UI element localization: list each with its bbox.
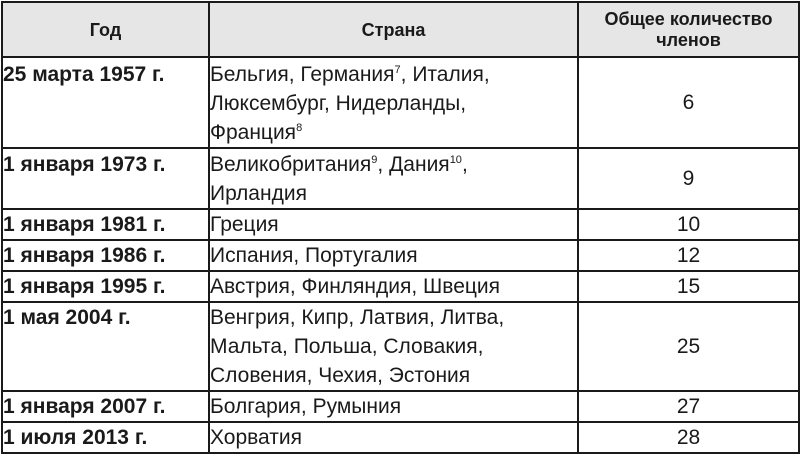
header-country: Страна xyxy=(209,2,578,57)
cell-countries xyxy=(209,240,578,271)
cell-year: 1 января 1995 г. xyxy=(2,271,209,302)
header-year: Год xyxy=(2,2,209,57)
country-text: Великобритания xyxy=(210,153,372,176)
table-row xyxy=(2,57,799,148)
table-row xyxy=(2,209,799,240)
cell-member-count: 27 xyxy=(578,391,799,422)
cell-year: 25 марта 1957 г. xyxy=(2,57,209,148)
cell-member-count: 25 xyxy=(578,302,799,391)
country-text: Австрия, Финляндия, Швеция xyxy=(210,275,501,298)
cell-member-count: 15 xyxy=(578,271,799,302)
country-text: Болгария, Румыния xyxy=(210,395,402,418)
cell-countries xyxy=(209,148,578,209)
country-text: Ирландия xyxy=(210,182,307,205)
cell-countries xyxy=(209,422,578,453)
cell-year: 1 января 1973 г. xyxy=(2,148,209,209)
footnote-marker: 9 xyxy=(371,154,378,166)
cell-member-count: 10 xyxy=(578,209,799,240)
table-body xyxy=(2,57,799,453)
country-text: Греция xyxy=(210,213,279,236)
country-text: Бельгия, Германия xyxy=(210,63,395,86)
footnote-marker: 10 xyxy=(449,154,462,166)
cell-member-count: 6 xyxy=(578,57,799,148)
country-text: , Дания xyxy=(377,153,450,176)
eu-enlargement-table xyxy=(1,1,800,454)
country-text: Хорватия xyxy=(210,426,302,449)
country-text: Франция xyxy=(210,121,297,144)
country-text: Мальта, Польша, Словакия, xyxy=(210,335,484,358)
footnote-marker: 7 xyxy=(394,64,401,76)
table-row xyxy=(2,391,799,422)
cell-countries xyxy=(209,209,578,240)
table-row xyxy=(2,302,799,391)
country-text: Словения, Чехия, Эстония xyxy=(210,364,471,387)
cell-year: 1 января 1981 г. xyxy=(2,209,209,240)
table-header-row xyxy=(2,2,799,57)
cell-countries xyxy=(209,271,578,302)
cell-countries xyxy=(209,302,578,391)
cell-member-count: 12 xyxy=(578,240,799,271)
header-member-count-line1: Общее количество xyxy=(604,8,773,29)
cell-countries xyxy=(209,57,578,148)
country-text: Люксембург, Нидерланды, xyxy=(210,92,467,115)
table-row xyxy=(2,148,799,209)
country-text: Венгрия, Кипр, Латвия, Литва, xyxy=(210,306,505,329)
cell-countries xyxy=(209,391,578,422)
cell-year: 1 июля 2013 г. xyxy=(2,422,209,453)
table-row xyxy=(2,271,799,302)
country-text: , xyxy=(461,153,468,176)
header-member-count-line2: членов xyxy=(656,29,721,50)
table-row xyxy=(2,240,799,271)
table-row xyxy=(2,422,799,453)
cell-year: 1 января 1986 г. xyxy=(2,240,209,271)
header-member-count xyxy=(578,2,799,57)
country-text: Испания, Португалия xyxy=(210,244,418,267)
country-text: , Италия, xyxy=(400,63,490,86)
cell-year: 1 мая 2004 г. xyxy=(2,302,209,391)
cell-member-count: 9 xyxy=(578,148,799,209)
cell-member-count: 28 xyxy=(578,422,799,453)
footnote-marker: 8 xyxy=(296,122,303,134)
cell-year: 1 января 2007 г. xyxy=(2,391,209,422)
